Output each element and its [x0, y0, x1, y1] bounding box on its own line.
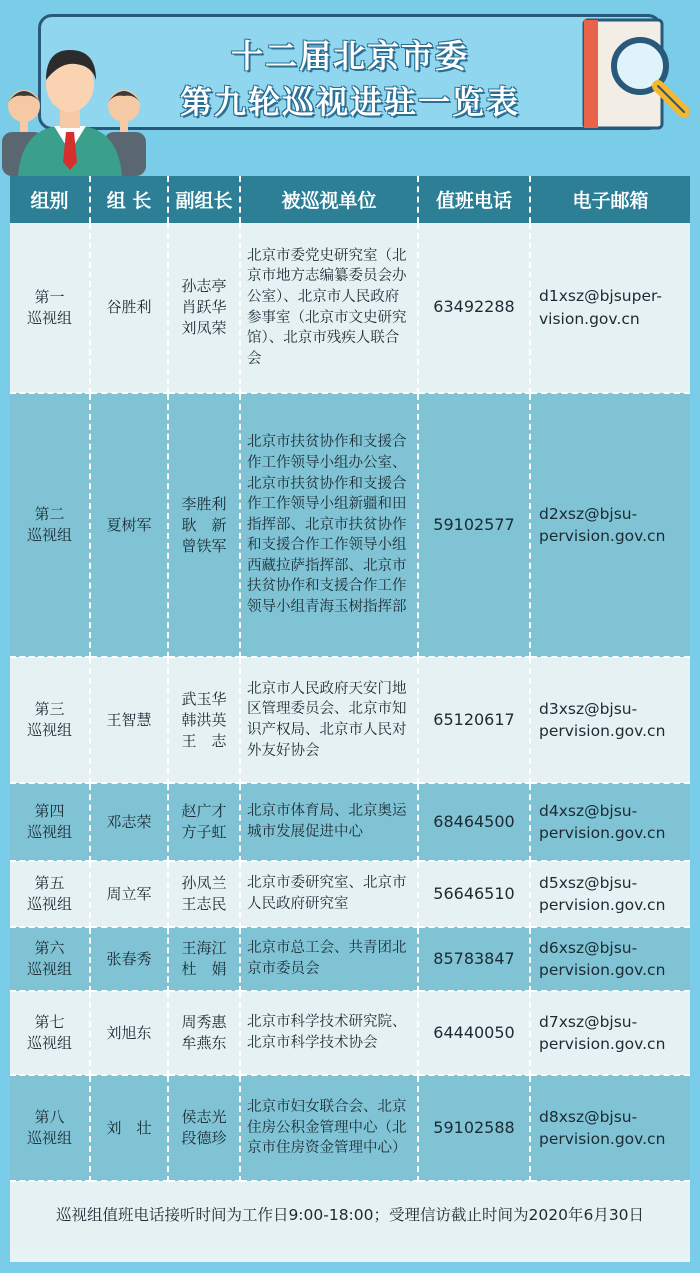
deputy-cell: 李胜利 耿 新 曾铁军 [168, 393, 240, 657]
group-cell: 第二 巡视组 [10, 393, 90, 657]
units-cell: 北京市扶贫协作和支援合作工作领导小组办公室、北京市扶贫协作和支援合作工作领导小组新疆和田指挥部、北京市扶贫协作和支援合作工作领导小组西藏拉萨指挥部、北京市扶贫协作和支援合作工作领导小组青海玉树指挥部 [240, 393, 418, 657]
units-cell: 北京市委研究室、北京市人民政府研究室 [240, 861, 418, 927]
units-cell: 北京市科学技术研究院、北京市科学技术协会 [240, 991, 418, 1075]
inspection-table-container [10, 176, 690, 1262]
officials-illustration-icon [0, 40, 160, 176]
phone-cell: 64440050 [418, 991, 530, 1075]
table-row [10, 393, 690, 657]
leader-cell: 周立军 [90, 861, 168, 927]
inspection-table [10, 176, 690, 1249]
phone-cell: 63492288 [418, 223, 530, 393]
footer-note: 巡视组值班电话接听时间为工作日9:00-18:00；受理信访截止时间为2020年6月30日 [10, 1181, 690, 1249]
phone-cell: 59102577 [418, 393, 530, 657]
group-cell: 第四 巡视组 [10, 783, 90, 861]
group-cell: 第三 巡视组 [10, 657, 90, 783]
leader-cell: 刘旭东 [90, 991, 168, 1075]
phone-cell: 56646510 [418, 861, 530, 927]
email-cell[interactable]: d6xsz@bjsu- pervision.gov.cn [530, 927, 690, 991]
units-cell: 北京市总工会、共青团北京市委员会 [240, 927, 418, 991]
phone-cell: 59102588 [418, 1075, 530, 1181]
phone-cell: 85783847 [418, 927, 530, 991]
group-cell: 第六 巡视组 [10, 927, 90, 991]
units-cell: 北京市体育局、北京奥运城市发展促进中心 [240, 783, 418, 861]
leader-cell: 夏树军 [90, 393, 168, 657]
leader-cell: 邓志荣 [90, 783, 168, 861]
book-magnifier-icon [578, 14, 696, 134]
deputy-cell: 赵广才 方子虹 [168, 783, 240, 861]
column-header: 副组长 [168, 176, 240, 223]
group-cell: 第七 巡视组 [10, 991, 90, 1075]
deputy-cell: 孙志亭 肖跃华 刘凤荣 [168, 223, 240, 393]
phone-cell: 68464500 [418, 783, 530, 861]
leader-cell: 谷胜利 [90, 223, 168, 393]
units-cell: 北京市委党史研究室（北京市地方志编纂委员会办公室）、北京市人民政府参事室（北京市文史研究馆）、北京市残疾人联合会 [240, 223, 418, 393]
units-cell: 北京市妇女联合会、北京住房公积金管理中心（北京市住房资金管理中心） [240, 1075, 418, 1181]
deputy-cell: 周秀惠 牟燕东 [168, 991, 240, 1075]
table-row [10, 1075, 690, 1181]
table-footer-row [10, 1181, 690, 1249]
column-header: 值班电话 [418, 176, 530, 223]
table-header-row [10, 176, 690, 223]
table-row [10, 657, 690, 783]
group-cell: 第八 巡视组 [10, 1075, 90, 1181]
group-cell: 第一 巡视组 [10, 223, 90, 393]
group-cell: 第五 巡视组 [10, 861, 90, 927]
email-cell[interactable]: d4xsz@bjsu- pervision.gov.cn [530, 783, 690, 861]
units-cell: 北京市人民政府天安门地区管理委员会、北京市知识产权局、北京市人民对外友好协会 [240, 657, 418, 783]
table-row [10, 223, 690, 393]
table-row [10, 991, 690, 1075]
column-header: 组 长 [90, 176, 168, 223]
email-cell[interactable]: d2xsz@bjsu- pervision.gov.cn [530, 393, 690, 657]
phone-cell: 65120617 [418, 657, 530, 783]
email-cell[interactable]: d7xsz@bjsu- pervision.gov.cn [530, 991, 690, 1075]
page-title-line2: 第九轮巡视进驻一览表 [179, 83, 520, 121]
email-cell[interactable]: d1xsz@bjsuper- vision.gov.cn [530, 223, 690, 393]
email-cell[interactable]: d8xsz@bjsu- pervision.gov.cn [530, 1075, 690, 1181]
deputy-cell: 孙凤兰 王志民 [168, 861, 240, 927]
deputy-cell: 侯志光 段德珍 [168, 1075, 240, 1181]
page-title-line1: 十二届北京市委 [230, 37, 469, 75]
leader-cell: 刘 壮 [90, 1075, 168, 1181]
email-cell[interactable]: d5xsz@bjsu- pervision.gov.cn [530, 861, 690, 927]
email-cell[interactable]: d3xsz@bjsu- pervision.gov.cn [530, 657, 690, 783]
column-header: 组别 [10, 176, 90, 223]
leader-cell: 王智慧 [90, 657, 168, 783]
table-row [10, 861, 690, 927]
table-row [10, 783, 690, 861]
deputy-cell: 武玉华 韩洪英 王 志 [168, 657, 240, 783]
column-header: 电子邮箱 [530, 176, 690, 223]
page-header [0, 0, 700, 176]
deputy-cell: 王海江 杜 娟 [168, 927, 240, 991]
column-header: 被巡视单位 [240, 176, 418, 223]
leader-cell: 张春秀 [90, 927, 168, 991]
table-row [10, 927, 690, 991]
